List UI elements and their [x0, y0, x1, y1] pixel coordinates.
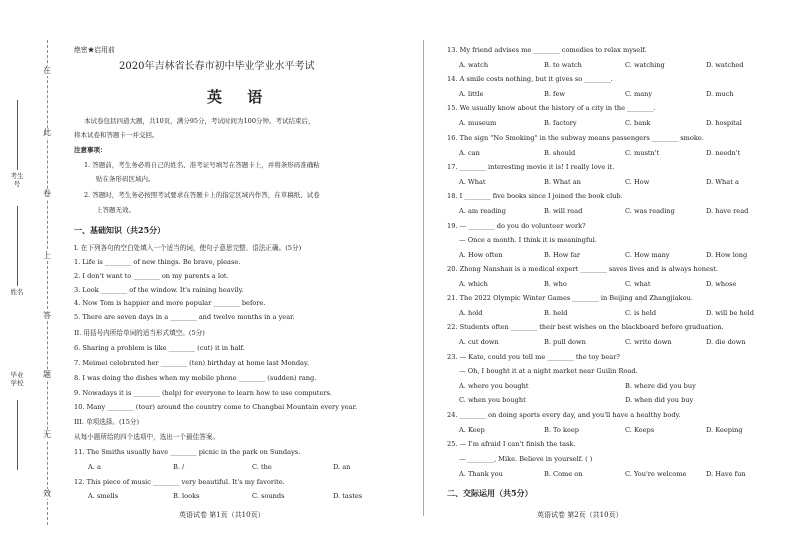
option: A. hold	[459, 309, 483, 317]
option: C. sounds	[252, 492, 285, 500]
option: A. cut down	[459, 338, 499, 346]
option: D. much	[706, 90, 734, 98]
field-label-school: 毕业学校	[10, 371, 24, 387]
margin-char: 答	[38, 311, 56, 321]
field-label-exam-number: 考生号	[10, 172, 24, 188]
option: D. Have fun	[706, 470, 746, 478]
option: D. watched	[706, 61, 744, 69]
question: 24. ________ on doing sports every day, and you'll have a healthy body.	[447, 411, 681, 419]
note-item: 1. 答题前，考生务必将自己的姓名、准考证号填写在答题卡上，并将条形码准确粘	[84, 161, 320, 169]
question: 7. Meimei celebrated her ________ (ten) birthday at home last Monday.	[74, 359, 309, 367]
question: 11. The Smiths usually have ________ picnic in the park on Sundays.	[74, 448, 301, 456]
question: 18. I ________ five books since I joined the book club.	[447, 192, 623, 200]
question: 12. This piece of music ________ very beautiful. It's my favorite.	[74, 478, 285, 486]
note-item: 2. 答题时，考生务必按照考试要求在答题卡上的指定区域内作答，在草稿纸、试卷	[84, 191, 320, 199]
question: 21. The 2022 Olympic Winter Games ________ in Beijing and Zhangjiakou.	[447, 294, 693, 302]
field-line	[17, 206, 18, 286]
question: 19. — ________ do you do volunteer work?	[447, 222, 586, 230]
margin-char: 效	[38, 489, 56, 499]
dialogue-line: — Oh, I bought it at a night market near Guilin Road.	[459, 367, 638, 375]
option: C. How many	[625, 251, 670, 259]
option: B. Come on	[544, 470, 583, 478]
section-instruction: I. 在下列各句的空白处填入一个适当的词，使句子意思完整、语法正确。(5分)	[74, 244, 302, 252]
margin-char: 无	[38, 430, 56, 440]
option: A. watch	[459, 61, 489, 69]
option: B. How far	[544, 251, 581, 259]
note-item: 上答题无效。	[96, 206, 135, 214]
option: D. die down	[706, 338, 746, 346]
option: D. Keeping	[706, 426, 743, 434]
option: B. looks	[173, 492, 200, 500]
option: D. How long	[706, 251, 748, 259]
question: 2. I don't want to ________ on my parents a lot.	[74, 272, 229, 280]
option: D. when did you buy	[625, 396, 694, 404]
option: B. where did you buy	[625, 382, 696, 390]
option: A. can	[459, 149, 480, 157]
exam-title: 2020年吉林省长春市初中毕业学业水平考试	[119, 61, 315, 72]
part-heading: 一、基础知识（共25分）	[74, 225, 166, 235]
option: C. is held	[625, 309, 657, 317]
option: B. held	[544, 309, 568, 317]
option: B. /	[173, 463, 185, 471]
option: B. to watch	[544, 61, 582, 69]
option: C. what	[625, 280, 651, 288]
option: C. watching	[625, 61, 665, 69]
option: A. where you bought	[459, 382, 529, 390]
option: C. the	[252, 463, 272, 471]
option: D. whose	[706, 280, 737, 288]
option: A. a	[88, 463, 101, 471]
option: B. who	[544, 280, 567, 288]
question: 13. My friend advises me ________ comedies to relax myself.	[447, 46, 647, 54]
page-footer: 英语试卷 第2页（共10页）	[537, 511, 623, 519]
margin-char: 此	[38, 128, 56, 138]
dialogue-line: — Once a month. I think it is meaningful.	[459, 236, 597, 244]
option: A. little	[459, 90, 484, 98]
section-instruction: 从每小题所给的四个选项中，选出一个最佳答案。	[74, 433, 220, 441]
option: C. when you bought	[459, 396, 526, 404]
option: A. Thank you	[459, 470, 503, 478]
option: A. How often	[459, 251, 503, 259]
option: D. needn't	[706, 149, 741, 157]
question: 4. Now Tom is happier and more popular ________ before.	[74, 299, 266, 307]
margin-char: 卷	[38, 189, 56, 199]
binding-margin	[0, 0, 66, 560]
secret-label: 绝密★启用前	[74, 46, 115, 54]
option: C. was reading	[625, 207, 675, 215]
option: C. many	[625, 90, 653, 98]
question: 17. ________ interesting movie it is! I really love it.	[447, 163, 615, 171]
column-divider	[423, 40, 424, 516]
option: D. have read	[706, 207, 749, 215]
section-instruction: II. 用括号内所给单词的适当形式填空。(5分)	[74, 329, 205, 337]
question: 20. Zhong Nanshan is a medical expert ________ saves lives and is always honest.	[447, 265, 718, 273]
question: 9. Nowadays it is ________ (help) for everyone to learn how to use computers.	[74, 389, 332, 397]
option: C. bank	[625, 119, 651, 127]
question: 16. The sign "No Smoking" in the subway means passengers ________ smoke.	[447, 134, 704, 142]
option: B. pull down	[544, 338, 586, 346]
option: D. tastes	[333, 492, 363, 500]
field-line	[17, 400, 18, 470]
option: B. will read	[544, 207, 583, 215]
option: A. which	[459, 280, 488, 288]
option: C. mustn't	[625, 149, 660, 157]
field-line	[17, 100, 18, 170]
option: D. hospital	[706, 119, 742, 127]
option: C. write down	[625, 338, 672, 346]
option: C. How	[625, 178, 650, 186]
question: 6. Sharing a problem is like ________ (cut) it in half.	[74, 344, 245, 352]
question: 1. Life is ________ of new things. Be brave, please.	[74, 258, 241, 266]
field-label-name: 姓名	[10, 288, 24, 296]
intro-text: 将本试卷和答题卡一并交回。	[74, 131, 159, 139]
option: A. smells	[88, 492, 119, 500]
question: 23. — Kate, could you tell me ________ the toy bear?	[447, 353, 620, 361]
option: B. To keep	[544, 426, 580, 434]
section-instruction: III. 单项选择。(15分)	[74, 418, 140, 426]
question: 3. Look ________ of the window. It's raining heavily.	[74, 286, 244, 294]
option: B. factory	[544, 119, 577, 127]
option: C. You're welcome	[625, 470, 687, 478]
option: A. What	[459, 178, 486, 186]
question: 22. Students often ________ their best wishes on the blackboard before graduation.	[447, 323, 724, 331]
margin-char: 在	[38, 66, 56, 76]
option: B. should	[544, 149, 576, 157]
option: D. an	[333, 463, 351, 471]
option: A. museum	[459, 119, 497, 127]
margin-char: 题	[38, 370, 56, 380]
intro-text: 本试卷包括四道大题，共10页，满分95分，考试时间为100分钟。考试结束后，	[84, 117, 315, 125]
option: C. Keeps	[625, 426, 655, 434]
question: 8. I was doing the dishes when my mobile phone ________ (sudden) rang.	[74, 374, 317, 382]
option: A. Keep	[459, 426, 485, 434]
dialogue-line: — ________, Mike. Believe in yourself. ( )	[459, 455, 593, 463]
question: 10. Many ________ (tour) around the country come to Changbai Mountain every year.	[74, 403, 358, 411]
page-footer: 英语试卷 第1页（共10页）	[179, 511, 265, 519]
question: 25. — I'm afraid I can't finish the task.	[447, 440, 576, 448]
note-item: 贴在条形码区域内。	[96, 175, 155, 183]
option: A. am reading	[459, 207, 507, 215]
option: D. will be held	[706, 309, 755, 317]
option: B. What an	[544, 178, 581, 186]
notes-heading: 注意事项：	[74, 146, 107, 154]
subject-title: 英 语	[207, 88, 273, 106]
part-heading: 二、交际运用（共5分）	[447, 488, 533, 498]
binding-dashed-line	[47, 40, 48, 525]
margin-char: 上	[38, 251, 56, 261]
question: 14. A smile costs nothing, but it gives so ________.	[447, 75, 613, 83]
option: B. few	[544, 90, 566, 98]
question: 5. There are seven days in a ________ and twelve months in a year.	[74, 313, 295, 321]
option: D. What a	[706, 178, 739, 186]
question: 15. We usually know about the history of a city in the ________.	[447, 104, 656, 112]
